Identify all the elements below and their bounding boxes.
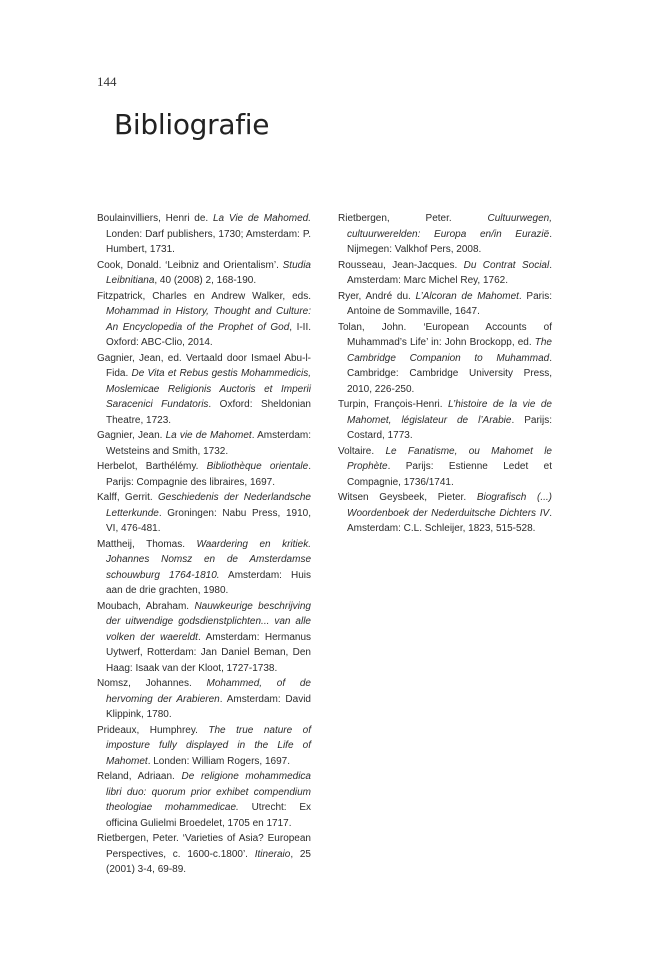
bibliography-entry <box>338 444 552 491</box>
bibliography-entry <box>97 428 311 459</box>
bibliography-entry <box>97 599 311 677</box>
entry-text: Moubach, Abraham. <box>97 600 195 612</box>
bibliography-column-left <box>97 211 311 878</box>
entry-text: . Amsterdam: Marc Michel Rey, 1762. <box>347 259 552 286</box>
entry-text: Rietbergen, Peter. ‘Varieties of Asia? European Perspectives, c. 1600-c.1800’. <box>97 833 311 860</box>
entry-title-italic: Du Contrat Social <box>463 259 550 271</box>
entry-title-italic: De religione mohammedica libri duo: quorum prior exhibet compendium theologiae mohammedicae. <box>106 771 311 813</box>
entry-text: , 40 (2008) 2, 168-190. <box>154 275 257 286</box>
entry-text: Mattheij, Thomas. <box>97 538 197 550</box>
bibliography-entry <box>338 320 552 398</box>
entry-text: Ryer, André du. <box>338 290 416 302</box>
entry-text: . Nijmegen: Valkhof Pers, 2008. <box>347 228 552 255</box>
entry-title-italic: The Cambridge Companion to Muhammad <box>347 337 552 364</box>
entry-text: Kalff, Gerrit. <box>97 492 159 503</box>
entry-title-italic: L’Alcoran de Mahomet <box>415 290 519 302</box>
bibliography-entry <box>338 289 552 320</box>
entry-text: Witsen Geysbeek, Pieter. <box>338 492 477 503</box>
entry-text: Rietbergen, Peter. <box>338 213 488 224</box>
entry-text: . Parijs: Costard, 1773. <box>347 414 552 441</box>
entry-title-italic: La vie de Mahomet <box>165 430 252 441</box>
entry-text: Herbelot, Barthélémy. <box>97 461 207 472</box>
entry-title-italic: Cultuurwegen, cultuurwerelden: Europa en/in Eurazië <box>347 213 552 240</box>
bibliography-entry <box>338 490 552 537</box>
entry-title-italic: Geschiedenis der Nederlandsche Letterkunde <box>106 492 311 519</box>
entry-text: Tolan, John. ‘European Accounts of Muhammad’s Life’ in: John Brockopp, ed. <box>338 321 552 348</box>
entry-title-italic: Mohammed, of de hervoming der Arabieren <box>106 678 311 705</box>
entry-text: . Parijs: Compagnie des libraires, 1697. <box>106 461 311 488</box>
entry-text: . Groningen: Nabu Press, 1910, VI, 476-481. <box>106 507 311 534</box>
entry-text: Prideaux, Humphrey. <box>97 724 209 736</box>
entry-title-italic: Nauwkeurige beschrijving der uitwendige godsdienstplichten... van alle volken der waereldt <box>106 600 311 643</box>
entry-title-italic: Biografisch (...) Woordenboek der Nederduitsche Dichters IV <box>347 492 552 519</box>
entry-text: Gagnier, Jean, ed. Vertaald door Ismael Abu-l-Fida. <box>97 352 311 379</box>
entry-text: Turpin, François-Henri. <box>338 399 448 410</box>
bibliography-entry <box>338 258 552 289</box>
entry-text: Cook, Donald. ‘Leibniz and Orientalism’. <box>97 259 283 271</box>
entry-text: . Amsterdam: David Klippink, 1780. <box>106 693 311 720</box>
entry-text: Londen: Darf publishers, 1730; Amsterdam: P. Humbert, 1731. <box>106 228 311 255</box>
bibliography-entry <box>97 351 311 429</box>
entry-title-italic: Waardering en kritiek. Johannes Nomsz en de Amsterdamse schouwburg 1764-1810. <box>106 538 311 581</box>
bibliography-column-right <box>338 211 552 537</box>
entry-title-italic: Itineraio <box>254 848 291 860</box>
bibliography-entry <box>97 537 311 599</box>
entry-text: . Oxford: Sheldonian Theatre, 1723. <box>106 399 311 426</box>
entry-text: Gagnier, Jean. <box>97 430 166 441</box>
entry-title-italic: Bibliothèque orientale <box>206 461 309 472</box>
bibliography-entry <box>97 289 311 351</box>
bibliography-entry <box>97 459 311 490</box>
bibliography-entry <box>97 723 311 770</box>
entry-text: . Londen: William Rogers, 1697. <box>147 755 290 767</box>
entry-text: Nomsz, Johannes. <box>97 678 207 689</box>
entry-text: , I-II. Oxford: ABC-Clio, 2014. <box>106 321 312 348</box>
entry-text: . Parijs: Estienne Ledet et Compagnie, 1736/1741. <box>347 461 552 488</box>
bibliography-entry <box>97 831 311 878</box>
entry-title-italic: L’histoire de la vie de Mahomet, législateur de l’Arabie <box>347 399 552 426</box>
page-title: Bibliografie <box>114 108 270 141</box>
entry-text: Voltaire. <box>338 445 386 457</box>
entry-text: Rousseau, Jean-Jacques. <box>338 259 464 271</box>
bibliography-entry <box>338 211 552 258</box>
bibliography-entry <box>338 397 552 444</box>
bibliography-entry <box>97 676 311 723</box>
entry-title-italic: La Vie de Mahomed. <box>212 213 311 224</box>
entry-text: Amsterdam: Huis aan de drie grachten, 1980. <box>106 569 311 596</box>
entry-title-italic: Mohammad in History, Thought and Culture: An Encyclopedia of the Prophet of God <box>106 306 311 333</box>
entry-title-italic: The true nature of imposture fully displayed in the Life of Mahomet <box>106 724 312 767</box>
entry-title-italic: De Vita et Rebus gestis Mohammedicis, Moslemicae Religionis Auctoris et Imperii Saracenici Fundatoris <box>106 368 311 410</box>
bibliography-entry <box>97 211 311 258</box>
entry-text: . Amsterdam: Wetsteins and Smith, 1732. <box>106 430 311 457</box>
bibliography-entry <box>97 769 311 831</box>
entry-text: Boulainvilliers, Henri de. <box>97 213 213 224</box>
entry-text: . Paris: Antoine de Sommaville, 1647. <box>347 290 552 317</box>
entry-text: Utrecht: Ex officina Gulielmi Broedelet, 1705 en 1717. <box>106 802 311 829</box>
page-number: 144 <box>97 74 117 89</box>
bibliography-entry <box>97 258 311 289</box>
entry-text: Reland, Adriaan. <box>97 771 182 782</box>
entry-text: . Amsterdam: Hermanus Uytwerf, Rotterdam: Jan Daniel Beman, Den Haag: Isaak van der Kloot, 1727-1738. <box>106 631 311 674</box>
entry-title-italic: Studia Leibnitiana <box>106 259 311 286</box>
entry-title-italic: Le Fanatisme, ou Mahomet le Prophète <box>347 445 552 472</box>
bibliography-entry <box>97 490 311 537</box>
entry-text: Fitzpatrick, Charles en Andrew Walker, eds. <box>97 290 311 302</box>
entry-text: , 25 (2001) 3-4, 69-89. <box>106 848 311 875</box>
entry-text: . Amsterdam: C.L. Schleijer, 1823, 515-528. <box>347 507 552 534</box>
entry-text: . Cambridge: Cambridge University Press, 2010, 226-250. <box>347 352 552 395</box>
